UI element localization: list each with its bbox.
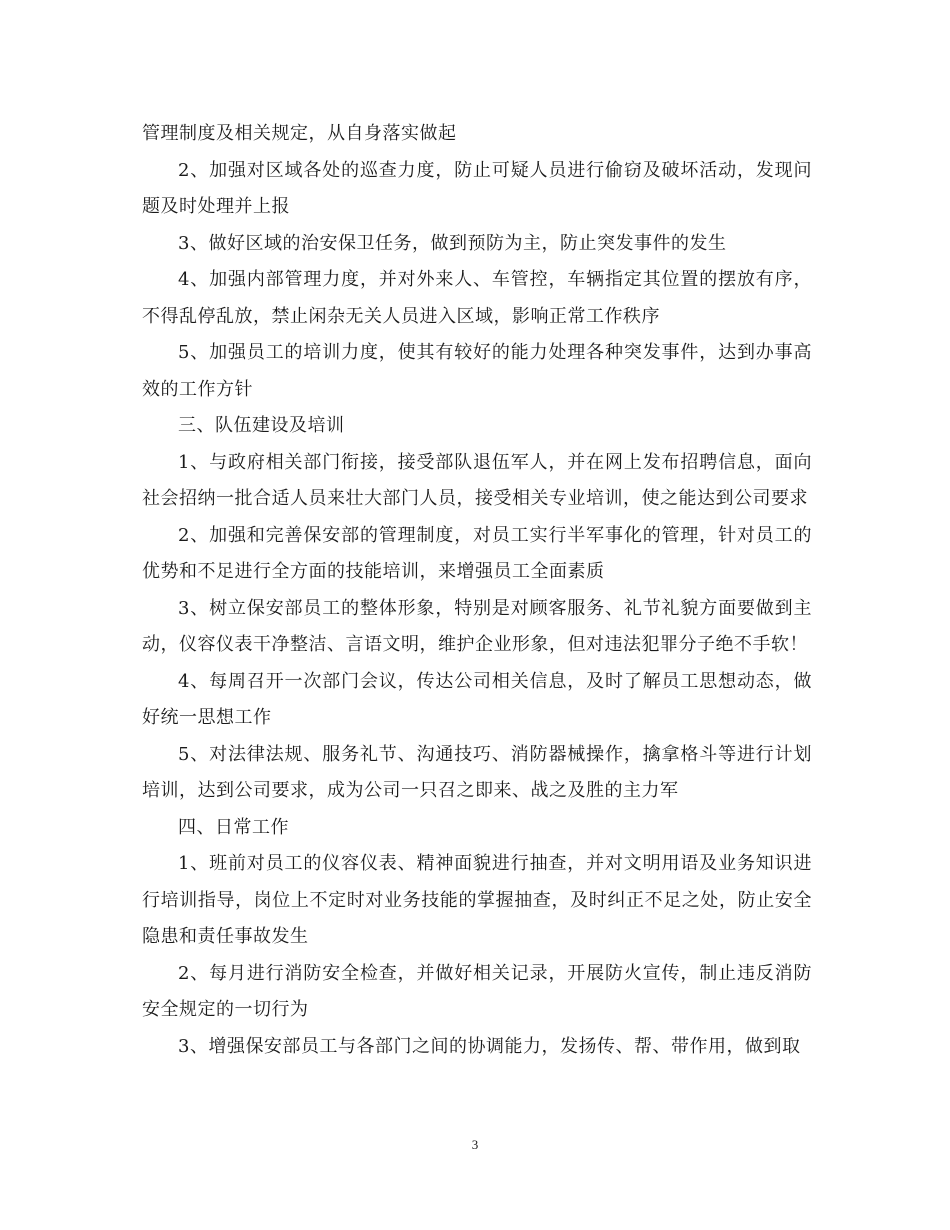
paragraph: 3、增强保安部员工与各部门之间的协调能力，发扬传、帮、带作用，做到取 — [178, 1035, 801, 1057]
paragraph: 2、加强对区域各处的巡查力度，防止可疑人员进行偷窃及破坏活动，发现问题及时处理并上报 — [142, 159, 812, 217]
paragraph: 管理制度及相关规定，从自身落实做起 — [142, 123, 457, 144]
document-body — [142, 116, 812, 1065]
page-number: 3 — [471, 1137, 479, 1152]
paragraph: 4、每周召开一次部门会议，传达公司相关信息，及时了解员工思想动态，做好统一思想工作 — [142, 670, 812, 728]
section-heading: 三、队伍建设及培训 — [178, 415, 345, 436]
paragraph: 1、与政府相关部门衔接，接受部队退伍军人，并在网上发布招聘信息，面向社会招纳一批合适人员来壮大部门人员，接受相关专业培训，使之能达到公司要求 — [142, 451, 812, 509]
paragraph: 1、班前对员工的仪容仪表、精神面貌进行抽查，并对文明用语及业务知识进行培训指导，岗位上不定时对业务技能的掌握抽查，及时纠正不足之处，防止安全隐患和责任事故发生 — [142, 853, 812, 947]
paragraph: 3、做好区域的治安保卫任务，做到预防为主，防止突发事件的发生 — [178, 232, 727, 254]
paragraph: 5、加强员工的培训力度，使其有较好的能力处理各种突发事件，达到办事高效的工作方针 — [142, 342, 812, 400]
paragraph: 4、加强内部管理力度，并对外来人、车管控，车辆指定其位置的摆放有序，不得乱停乱放，禁止闲杂无关人员进入区域，影响正常工作秩序 — [142, 269, 812, 327]
section-heading: 四、日常工作 — [178, 816, 289, 838]
paragraph: 5、对法律法规、服务礼节、沟通技巧、消防器械操作，擒拿格斗等进行计划培训，达到公司要求，成为公司一只召之即来、战之及胜的主力军 — [142, 743, 812, 801]
paragraph: 2、加强和完善保安部的管理制度，对员工实行半军事化的管理，针对员工的优势和不足进行全方面的技能培训，来增强员工全面素质 — [142, 524, 812, 582]
paragraph: 2、每月进行消防安全检查，并做好相关记录，开展防火宣传，制止违反消防安全规定的一切行为 — [142, 962, 812, 1020]
paragraph: 3、树立保安部员工的整体形象，特别是对顾客服务、礼节礼貌方面要做到主动，仪容仪表干净整洁、言语文明，维护企业形象，但对违法犯罪分子绝不手软！ — [142, 597, 812, 655]
